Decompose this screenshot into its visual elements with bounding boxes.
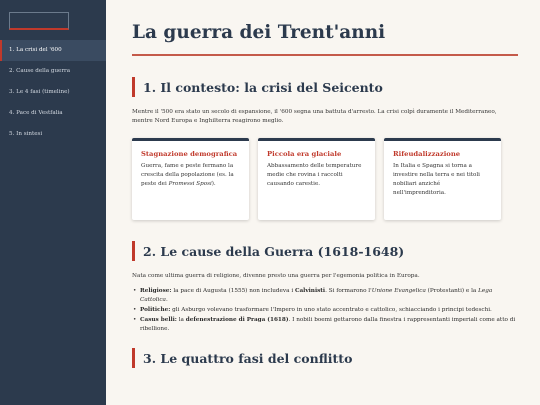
section-heading: [132, 241, 514, 261]
list-item: • Casus belli: la defenestrazione di Praga (1618). I nobili boemi gettarono dalla finestra i rappresentanti imperiali come atto di ribellione.: [132, 316, 518, 334]
section-heading: [132, 77, 514, 97]
sidebar-item-sintesi[interactable]: 5. In sintesi: [9, 131, 43, 137]
card-body: Guerra, fame e peste fermano la crescita della popolazione (es. la peste dei Promessi Sposi).: [141, 163, 234, 187]
section-title: 1. Il contesto: la crisi del Seicento: [143, 79, 383, 95]
list-item: • Religiose: la pace di Augusta (1555) non includeva i Calvinisti. Si formarono l'Unione Evangelica (Protestanti) e la Lega Cattolica.: [132, 287, 518, 305]
section-intro: Nata come ultima guerra di religione, divenne presto una guerra per l'egemonia politica in Europa.: [132, 273, 420, 279]
main-content: [106, 0, 540, 405]
card-title: Rifeudalizzazione: [393, 150, 461, 158]
card-title: Stagnazione demografica: [141, 150, 238, 158]
sidebar: [0, 0, 106, 405]
card-body: In Italia e Spagna si torna a investire nella terra e nei titoli nobiliari anziché nell'imprenditoria.: [393, 163, 480, 196]
section-fasi: [132, 348, 514, 368]
section-title: 3. Le quattro fasi del conflitto: [143, 350, 353, 366]
title-divider: [132, 54, 518, 56]
heading-accent-bar: [132, 77, 135, 97]
causes-list: [132, 287, 518, 334]
heading-accent-bar: [132, 348, 135, 368]
info-card: [384, 138, 501, 220]
section-intro: Mentre il '500 era stato un secolo di espansione, il '600 segna una battuta d'arresto. La crisi colpì duramente il Mediterraneo, mentre Nord Europa e Inghilterra reagirono meglio.: [132, 109, 497, 124]
section-contesto: [132, 77, 514, 220]
sidebar-item-fasi[interactable]: 3. Le 4 fasi (timeline): [9, 89, 70, 95]
heading-accent-bar: [132, 241, 135, 261]
section-title: 2. Le cause della Guerra (1618-1648): [143, 243, 405, 259]
sidebar-item-pace[interactable]: 4. Pace di Vestfalia: [9, 110, 63, 116]
card-body: Abbassamento delle temperature medie che rovina i raccolti causando carestie.: [267, 163, 362, 187]
info-card: [132, 138, 249, 220]
card-title: Piccola era glaciale: [267, 150, 342, 158]
sidebar-item-crisi[interactable]: 1. La crisi del '600: [0, 40, 106, 61]
page-title: La guerra dei Trent'anni: [132, 22, 386, 43]
card-grid: [132, 138, 514, 220]
sidebar-nav: [0, 40, 106, 145]
info-card: [258, 138, 375, 220]
list-item: • Politiche: gli Asburgo volevano trasformare l'Impero in uno stato accentrato e cattolico, schiacciando i principi tedeschi.: [132, 306, 518, 315]
section-heading: [132, 348, 514, 368]
section-cause: [132, 241, 514, 334]
sidebar-item-cause[interactable]: 2. Cause della guerra: [9, 68, 71, 74]
sidebar-header-box: [9, 12, 69, 30]
